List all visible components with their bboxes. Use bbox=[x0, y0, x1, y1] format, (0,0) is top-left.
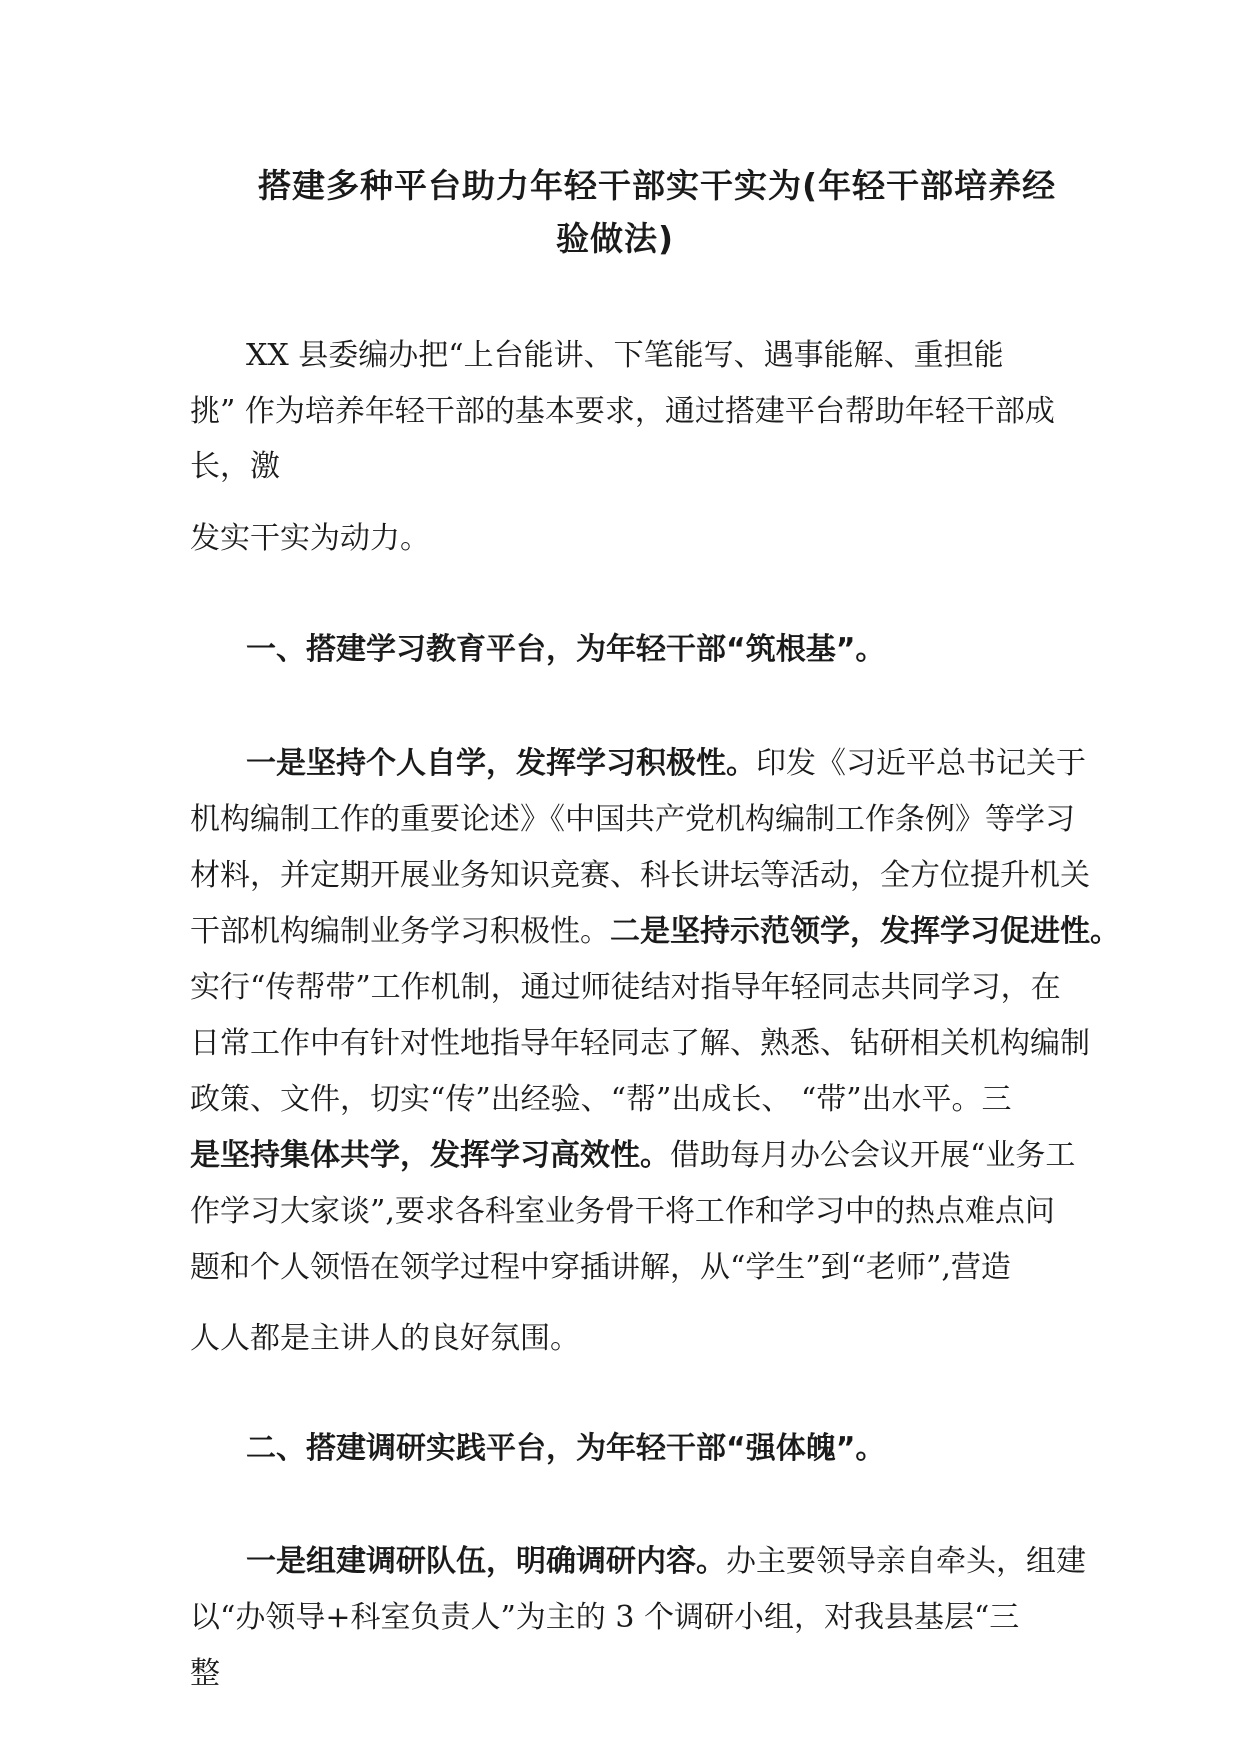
section-1-line-5: 实行“传帮带”工作机制，通过师徒结对指导年轻同志共同学习，在 bbox=[190, 970, 1061, 1005]
section-1-line-6: 日常工作中有针对性地指导年轻同志了解、熟悉、钻研相关机构编制 bbox=[190, 1026, 1090, 1061]
point-three-lead: 是坚持集体共学，发挥学习高效性。 bbox=[190, 1138, 670, 1173]
title-line-1: 搭建多种平台助力年轻干部实干实为(年轻干部培养经 bbox=[258, 166, 1057, 205]
point-three-text: 借助每月办公会议开展“业务工 bbox=[670, 1138, 1076, 1173]
line-4-text: 干部机构编制业务学习积极性。 bbox=[190, 914, 610, 949]
section-1-line-3: 材料，并定期开展业务知识竞赛、科长讲坛等活动，全方位提升机关 bbox=[190, 858, 1090, 893]
section-1-line-11: 人人都是主讲人的良好氛围。 bbox=[190, 1321, 580, 1356]
section-2-point-one-lead: 一是组建调研队伍，明确调研内容。 bbox=[246, 1544, 726, 1579]
section-2-line-1 bbox=[246, 1544, 1086, 1580]
section-1-line-4 bbox=[190, 914, 1120, 950]
point-one-lead: 一是坚持个人自学，发挥学习积极性。 bbox=[246, 746, 756, 781]
section-2-line-2: 以“办领导+科室负责人”为主的 3 个调研小组，对我县基层“三 bbox=[190, 1600, 1020, 1635]
intro-line-3: 长，激 bbox=[190, 449, 280, 484]
section-1-line-10: 题和个人领悟在领学过程中穿插讲解，从“学生”到“老师”,营造 bbox=[190, 1250, 1011, 1285]
point-one-text: 印发《习近平总书记关于 bbox=[756, 746, 1086, 781]
intro-line-2: 挑” 作为培养年轻干部的基本要求，通过搭建平台帮助年轻干部成 bbox=[190, 394, 1055, 429]
section-1-line-9: 作学习大家谈”,要求各科室业务骨干将工作和学习中的热点难点问 bbox=[190, 1194, 1055, 1229]
section-2-heading: 二、搭建调研实践平台，为年轻干部“强体魄”。 bbox=[246, 1431, 886, 1466]
section-1-heading: 一、搭建学习教育平台，为年轻干部“筑根基”。 bbox=[246, 632, 886, 667]
section-2-line-3: 整 bbox=[190, 1656, 220, 1691]
section-1-line-8 bbox=[190, 1138, 1075, 1174]
section-1-line-2: 机构编制工作的重要论述》《中国共产党机构编制工作条例》等学习 bbox=[190, 802, 1075, 837]
title-line-2: 验做法) bbox=[556, 219, 675, 258]
intro-line-1: XX 县委编办把“上台能讲、下笔能写、遇事能解、重担能 bbox=[246, 338, 1004, 373]
point-two-lead: 二是坚持示范领学，发挥学习促进性。 bbox=[610, 914, 1120, 949]
section-2-point-one-text: 办主要领导亲自牵头，组建 bbox=[726, 1544, 1086, 1579]
section-1-line-1 bbox=[246, 746, 1086, 782]
intro-line-4: 发实干实为动力。 bbox=[190, 521, 430, 556]
section-1-line-7: 政策、文件，切实“传”出经验、“帮”出成长、 “带”出水平。三 bbox=[190, 1082, 1012, 1117]
